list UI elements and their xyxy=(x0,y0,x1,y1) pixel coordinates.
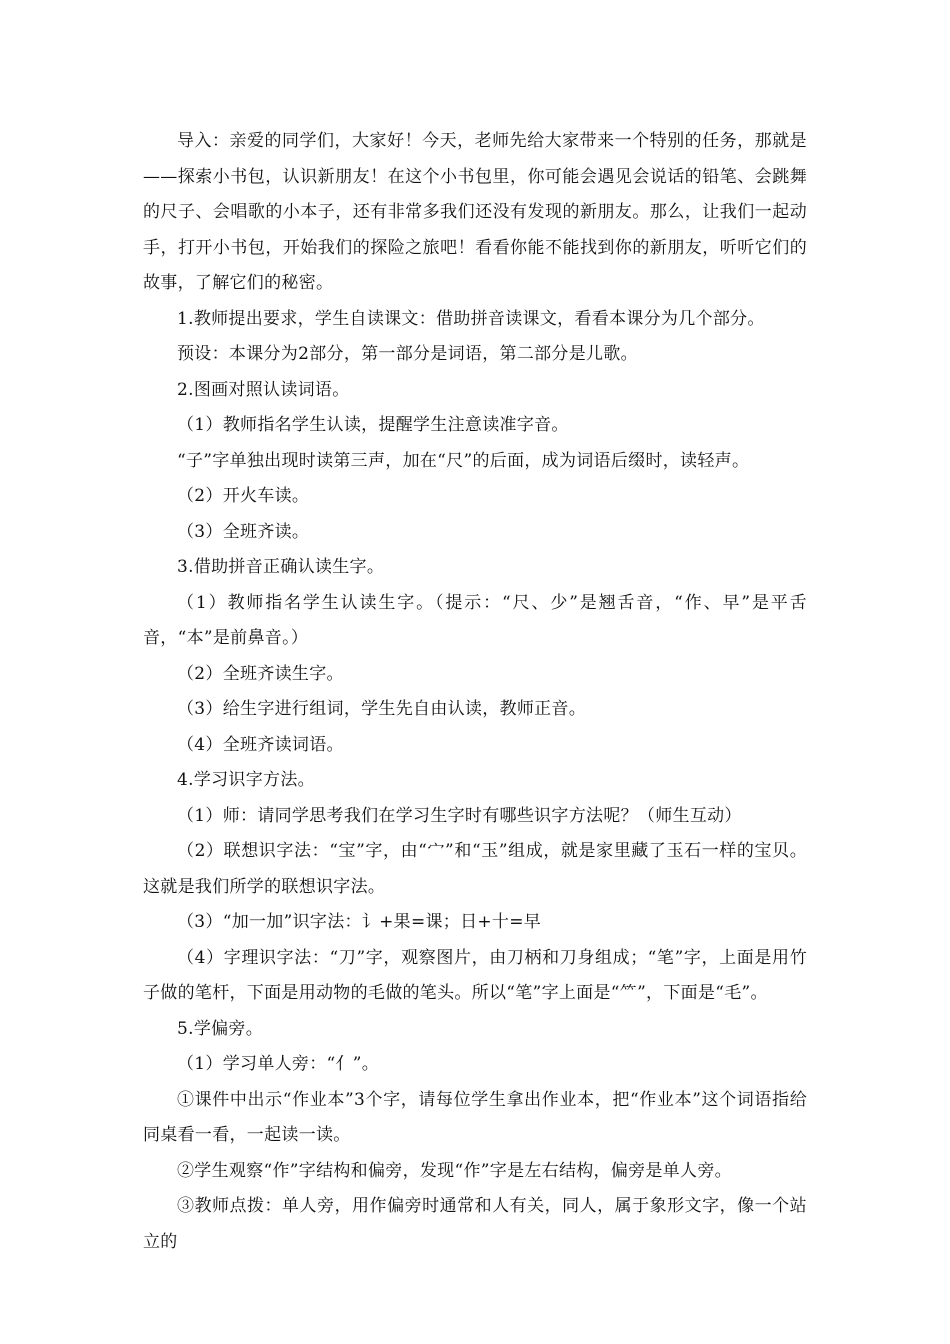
paragraph-step-1: 1.教师提出要求，学生自读课文：借助拼音读课文，看看本课分为几个部分。 xyxy=(177,308,765,329)
paragraph-step-3: 3.借助拼音正确认读生字。 xyxy=(177,557,385,577)
paragraph-step-2-3: （3）全班齐读。 xyxy=(177,521,310,542)
paragraph-step-2-1: （1）教师指名学生认读，提醒学生注意读准字音。 xyxy=(177,415,569,435)
paragraph-step-4: 4.学习识字方法。 xyxy=(177,770,315,790)
paragraph-circled-2: ②学生观察“作”字结构和偏旁，发现“作”字是左右结构，偏旁是单人旁。 xyxy=(177,1160,732,1181)
paragraph-step-2: 2.图画对照认读词语。 xyxy=(177,379,350,400)
paragraph-circled-1: ①课件中出示“作业本”3个字，请每位学生拿出作业本，把“作业本”这个词语指给同桌看一看，一起读一读。 xyxy=(143,1089,807,1145)
document-body xyxy=(143,124,807,1260)
paragraph-step-4-2: （2）联想识字法：“宝”字，由“宀”和“玉”组成，就是家里藏了玉石一样的宝贝。这就是我们所学的联想识字法。 xyxy=(143,841,807,897)
paragraph-step-4-1: （1）师：请同学思考我们在学习生字时有哪些识字方法呢？（师生互动） xyxy=(177,805,742,826)
paragraph-step-4-4: （4）字理识字法：“刀”字，观察图片，由刀柄和刀身组成；“笔”字，上面是用竹子做的笔杆，下面是用动物的毛做的笔头。所以“笔”字上面是“⺮”，下面是“毛”。 xyxy=(143,947,807,1003)
paragraph-step-3-4: （4）全班齐读词语。 xyxy=(177,734,344,755)
paragraph-step-3-2: （2）全班齐读生字。 xyxy=(177,663,344,684)
paragraph-intro: 导入：亲爱的同学们，大家好！今天，老师先给大家带来一个特别的任务，那就是——探索小书包，认识新朋友！在这个小书包里，你可能会遇见会说话的铅笔、会跳舞的尺子、会唱歌的小本子，还有非常多我们还没有发现的新朋友。那么，让我们一起动手，打开小书包，开始我们的探险之旅吧！看看你能不能找到你的新朋友，听听它们的故事，了解它们的秘密。 xyxy=(143,131,807,293)
paragraph-step-5-1: （1）学习单人旁：“亻”。 xyxy=(177,1054,380,1074)
paragraph-preset: 预设：本课分为2部分，第一部分是词语，第二部分是儿歌。 xyxy=(177,344,638,364)
paragraph-step-5: 5.学偏旁。 xyxy=(177,1018,264,1039)
paragraph-circled-3: ③教师点拨：单人旁，用作偏旁时通常和人有关，同人，属于象形文字，像一个站立的 xyxy=(143,1196,807,1252)
paragraph-step-4-3: （3）“加一加”识字法：讠+果=课；日+十=早 xyxy=(177,912,542,932)
paragraph-step-2-2: （2）开火车读。 xyxy=(177,486,310,506)
paragraph-zi-tone-note: “子”字单独出现时读第三声，加在“尺”的后面，成为词语后缀时，读轻声。 xyxy=(177,450,750,471)
paragraph-step-3-1: （1）教师指名学生认读生字。（提示：“尺、少”是翘舌音，“作、早”是平舌音，“本”是前鼻音。） xyxy=(143,592,807,648)
paragraph-step-3-3: （3）给生字进行组词，学生先自由认读，教师正音。 xyxy=(177,699,587,719)
